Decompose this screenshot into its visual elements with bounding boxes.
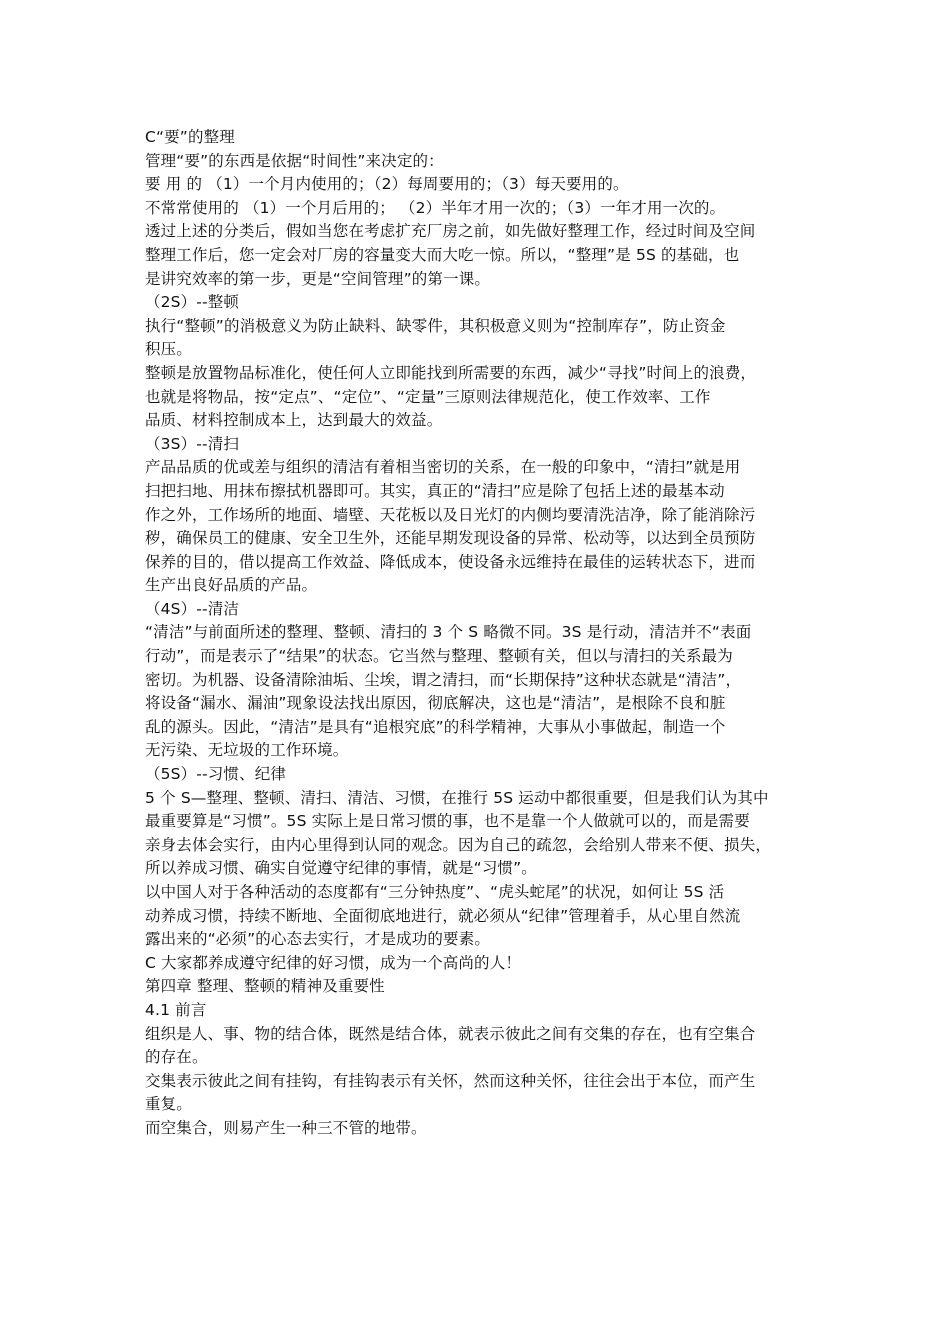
section-heading-3s: （3S）--清扫: [145, 434, 240, 453]
section-heading-2s: （2S）--整顿: [145, 293, 240, 312]
text-line: “清洁”与前面所述的整理、整顿、清扫的 3 个 S 略微不同。3S 是行动，清洁并不“表面: [145, 623, 752, 642]
text-line: 最重要算是“习惯”。5S 实际上是日常习惯的事，也不是靠一个人做就可以的，而是需要: [145, 812, 750, 831]
text-line: 积压。: [145, 340, 192, 359]
text-line: 亲身去体会实行，由内心里得到认同的观念。因为自己的疏忽，会给别人带来不便、损失，: [145, 835, 772, 854]
text-line: 5 个 S—整理、整顿、清扫、清洁、习惯，在推行 5S 运动中都很重要，但是我们认为其中: [145, 788, 769, 807]
text-line: 品质、材料控制成本上，达到最大的效益。: [145, 411, 443, 430]
subsection-heading: 4.1 前言: [145, 1000, 207, 1019]
text-line: 将设备“漏水、漏油”现象设法找出原因，彻底解决，这也是“清洁”，是根除不良和脏: [145, 694, 726, 713]
text-line: 重复。: [145, 1095, 192, 1114]
text-line: 乱的源头。因此，“清洁”是具有“追根究底”的科学精神，大事从小事做起，制造一个: [145, 717, 726, 736]
text-line: 执行“整顿”的消极意义为防止缺料、缺零件，其积极意义则为“控制库存”，防止资金: [145, 316, 726, 335]
text-line: 透过上述的分类后，假如当您在考虑扩充厂房之前，如先做好整理工作，经过时间及空间: [145, 222, 756, 241]
text-line: 保养的目的，借以提高工作效益、降低成本，使设备永远维持在最佳的运转状态下，进而: [145, 552, 756, 571]
text-line: 交集表示彼此之间有挂钩，有挂钩表示有关怀，然而这种关怀，往往会出于本位，而产生: [145, 1071, 756, 1090]
text-line: 要 用 的 （1）一个月内使用的；（2）每周要用的；（3）每天要用的。: [145, 175, 629, 194]
text-line: 整理工作后，您一定会对厂房的容量变大而大吃一惊。所以，“整理”是 5S 的基础，也: [145, 245, 740, 264]
section-heading-5s: （5S）--习惯、纪律: [145, 765, 287, 784]
text-line: 也就是将物品，按“定点”、“定位”、“定量”三原则法律规范化，使工作效率、工作: [145, 387, 711, 406]
text-line: 露出来的“必须”的心态去实行，才是成功的要素。: [145, 930, 491, 949]
text-line: 整顿是放置物品标准化，使任何人立即能找到所需要的东西，减少“寻找”时间上的浪费，: [145, 363, 757, 382]
text-line: 行动”，而是表示了“结果”的状态。它当然与整理、整顿有关，但以与清扫的关系最为: [145, 647, 733, 666]
text-line: 动养成习惯，持续不断地、全面彻底地进行，就必须从“纪律”管理着手，从心里自然流: [145, 906, 741, 925]
text-line: 管理“要”的东西是依据“时间性”来决定的：: [145, 151, 444, 170]
text-line: C“要”的整理: [145, 128, 235, 146]
text-line: 的存在。: [145, 1048, 208, 1067]
text-line: 无污染、无垃圾的工作环境。: [145, 741, 349, 760]
text-line: 组织是人、事、物的结合体，既然是结合体，就表示彼此之间有交集的存在，也有空集合: [145, 1024, 756, 1043]
text-line: 作之外，工作场所的地面、墙壁、天花板以及日光灯的内侧均要清洗洁净，除了能消除污: [145, 505, 756, 524]
text-line: 而空集合，则易产生一种三不管的地带。: [145, 1118, 427, 1137]
text-line: 以中国人对于各种活动的态度都有“三分钟热度”、“虎头蛇尾”的状况，如何让 5S 活: [145, 883, 725, 901]
text-line: 生产出良好品质的产品。: [145, 576, 318, 595]
text-line: C 大家都养成遵守纪律的好习惯，成为一个高尚的人！: [145, 953, 522, 972]
text-line: 是讲究效率的第一步，更是“空间管理”的第一课。: [145, 269, 491, 288]
text-line: 扫把扫地、用抹布擦拭机器即可。其实，真正的“清扫”应是除了包括上述的最基本动: [145, 481, 725, 500]
text-line: 密切。为机器、设备清除油垢、尘埃，谓之清扫，而“长期保持”这种状态就是“清洁”，: [145, 670, 742, 689]
text-line: 秽，确保员工的健康、安全卫生外，还能早期发现设备的异常、松动等，以达到全员预防: [145, 529, 756, 548]
text-line: 不常常使用的 （1）一个月后用的； （2）半年才用一次的；（3）一年才用一次的。: [145, 198, 726, 217]
text-line: 所以养成习惯、确实自觉遵守纪律的事情，就是“习惯”。: [145, 859, 537, 878]
chapter-heading: 第四章 整理、整顿的精神及重要性: [145, 977, 385, 996]
document-body: [145, 126, 815, 1141]
text-line: 产品品质的优或差与组织的清洁有着相当密切的关系，在一般的印象中，“清扫”就是用: [145, 458, 741, 477]
section-heading-4s: （4S）--清洁: [145, 599, 240, 618]
